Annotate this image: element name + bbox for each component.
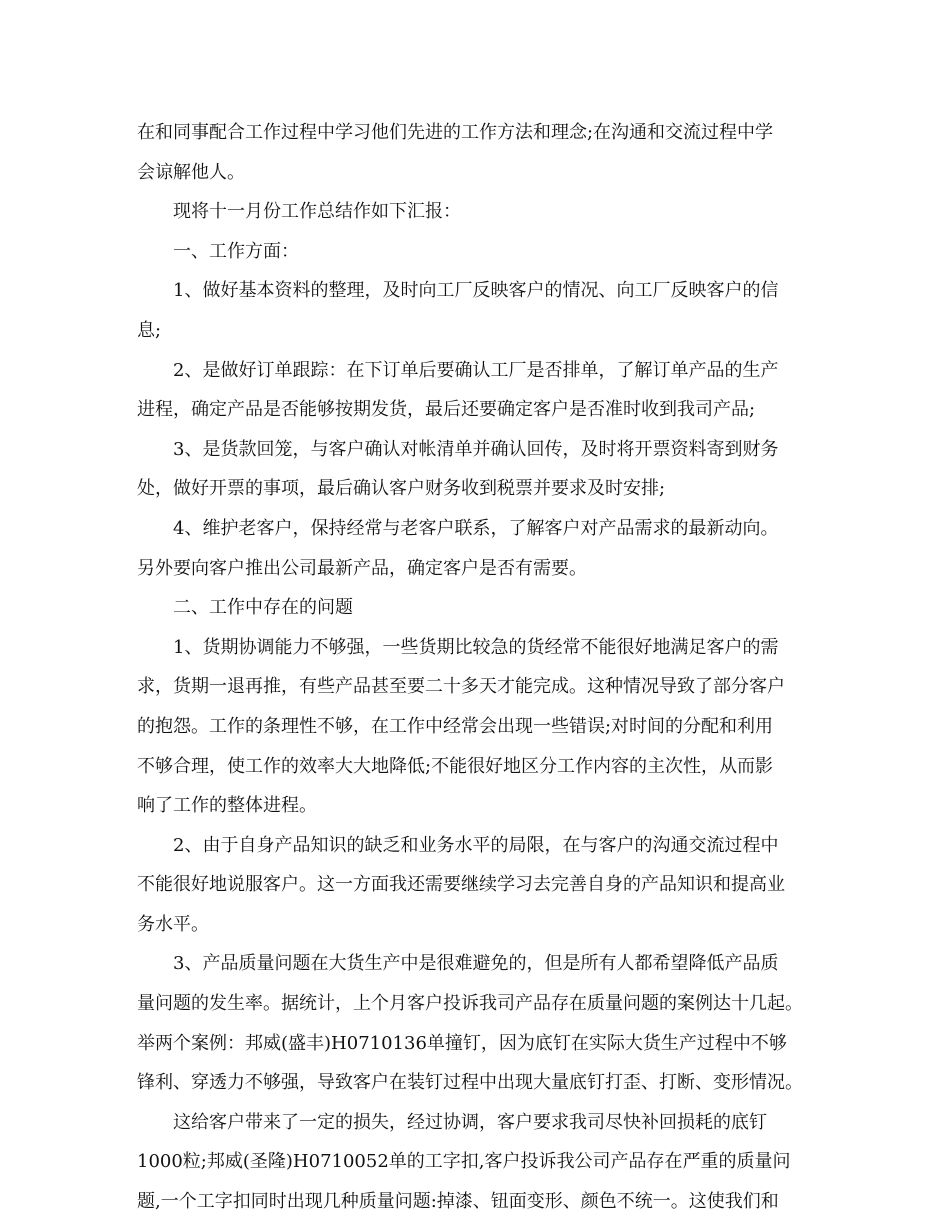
paragraph-line: 2、是做好订单跟踪：在下订单后要确认工厂是否排单，了解订单产品的生产 [173, 359, 779, 381]
paragraph-line: 2、由于自身产品知识的缺乏和业务水平的局限，在与客户的沟通交流过程中 [173, 834, 779, 856]
paragraph-line: 处，做好开票的事项，最后确认客户财务收到税票并要求及时安排; [137, 478, 666, 500]
paragraph-line: 4、维护老客户，保持经常与老客户联系，了解客户对产品需求的最新动向。 [173, 517, 779, 539]
paragraph-line: 现将十一月份工作总结作如下汇报： [173, 201, 461, 223]
paragraph-line: 求，货期一退再推，有些产品甚至要二十多天才能完成。这种情况导致了部分客户 [137, 676, 785, 698]
paragraph-line: 务水平。 [137, 913, 209, 935]
paragraph-line: 不能很好地说服客户。这一方面我还需要继续学习去完善自身的产品知识和提高业 [137, 874, 785, 896]
paragraph-line: 息; [137, 319, 162, 341]
paragraph-line: 这给客户带来了一定的损失，经过协调，客户要求我司尽快补回损耗的底钉 [173, 1111, 767, 1133]
paragraph-line: 3、是货款回笼，与客户确认对帐清单并确认回传，及时将开票资料寄到财务 [173, 438, 779, 460]
document-body [137, 113, 827, 1222]
paragraph-line: 进程，确定产品是否能够按期发货，最后还要确定客户是否准时收到我司产品; [137, 399, 756, 421]
paragraph-line: 响了工作的整体进程。 [137, 795, 317, 817]
paragraph-line: 一、工作方面： [173, 240, 299, 262]
paragraph-line: 锋利、穿透力不够强，导致客户在装钉过程中出现大量底钉打歪、打断、变形情况。 [137, 1072, 803, 1094]
paragraph-line: 的抱怨。工作的条理性不够，在工作中经常会出现一些错误;对时间的分配和利用 [137, 715, 774, 737]
paragraph-line: 1、货期协调能力不够强，一些货期比较急的货经常不能很好地满足客户的需 [173, 636, 779, 658]
paragraph-line: 举两个案例：邦威(盛丰)H0710136单撞钉，因为底钉在实际大货生产过程中不够 [137, 1032, 787, 1054]
paragraph-line: 另外要向客户推出公司最新产品，确定客户是否有需要。 [137, 557, 587, 579]
paragraph-line: 3、产品质量问题在大货生产中是很难避免的，但是所有人都希望降低产品质 [173, 953, 779, 975]
paragraph-line: 会谅解他人。 [137, 161, 245, 183]
paragraph-line: 量问题的发生率。据统计，上个月客户投诉我司产品存在质量问题的案例达十几起。 [137, 993, 803, 1015]
paragraph-line: 二、工作中存在的问题 [173, 597, 353, 619]
paragraph-line: 题,一个工字扣同时出现几种质量问题:掉漆、钮面变形、颜色不统一。这使我们和 [137, 1191, 779, 1213]
paragraph-line: 在和同事配合工作过程中学习他们先进的工作方法和理念;在沟通和交流过程中学 [137, 122, 774, 143]
paragraph-line: 不够合理，使工作的效率大大地降低;不能很好地区分工作内容的主次性，从而影 [137, 755, 774, 777]
paragraph-line: 1000粒;邦威(圣隆)H0710052单的工字扣,客户投诉我公司产品存在严重的质量问 [137, 1151, 791, 1173]
paragraph-line: 1、做好基本资料的整理，及时向工厂反映客户的情况、向工厂反映客户的信 [173, 280, 779, 302]
